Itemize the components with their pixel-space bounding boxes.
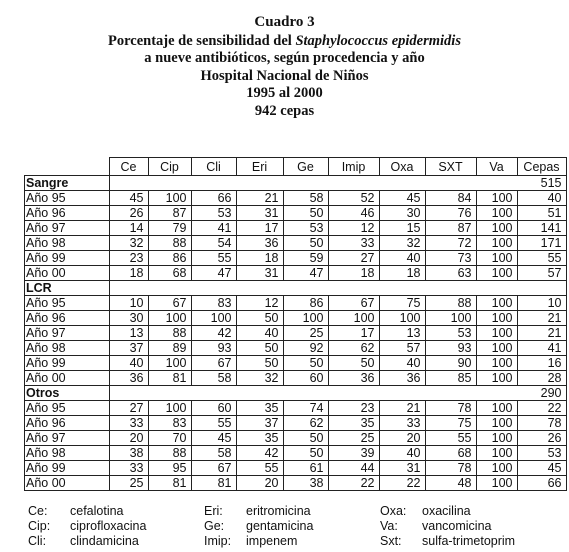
table-cell: 90 [425, 356, 476, 371]
table-cell: 100 [476, 401, 517, 416]
table-row [25, 401, 567, 416]
table-row [25, 191, 567, 206]
table-cell: 100 [425, 311, 476, 326]
legend-abbreviation: Imip: [204, 534, 232, 548]
table-cell: 25 [283, 326, 328, 341]
table-cell: 50 [283, 446, 328, 461]
table-cell: 44 [328, 461, 379, 476]
table-cell: 41 [191, 221, 236, 236]
table-cell: 13 [379, 326, 425, 341]
table-cell: 35 [236, 431, 283, 446]
table-cell: 45 [379, 191, 425, 206]
table-cell: 62 [283, 416, 328, 431]
table-cell: 35 [328, 416, 379, 431]
table-cell: 67 [148, 296, 191, 311]
table-cell: 40 [517, 191, 566, 206]
table-cell: 14 [109, 221, 148, 236]
table-cell: 45 [109, 191, 148, 206]
blank-cell [283, 386, 328, 401]
row-label: Año 99 [25, 356, 110, 371]
table-cell: 42 [191, 326, 236, 341]
blank-cell [476, 281, 517, 296]
title-line-5: 1995 al 2000 [246, 85, 323, 101]
column-header: Cli [191, 158, 236, 176]
table-cell: 48 [425, 476, 476, 491]
table-row [25, 371, 567, 386]
table-cell: 55 [236, 461, 283, 476]
table-cell: 10 [109, 296, 148, 311]
table-cell: 79 [148, 221, 191, 236]
table-row [25, 311, 567, 326]
table-cell: 100 [476, 416, 517, 431]
table-row [25, 251, 567, 266]
table-cell: 100 [379, 311, 425, 326]
table-cell: 38 [109, 446, 148, 461]
table-cell: 33 [328, 236, 379, 251]
table-cell: 45 [191, 431, 236, 446]
legend-abbreviation: Ge: [204, 519, 225, 533]
legend-abbreviation: Cli: [28, 534, 47, 548]
table-cell: 81 [148, 371, 191, 386]
table-cell: 54 [191, 236, 236, 251]
row-label: Año 00 [25, 266, 110, 281]
table-cell: 31 [236, 206, 283, 221]
table-cell: 60 [191, 401, 236, 416]
legend-abbreviation: Oxa: [380, 504, 407, 518]
table-cell: 10 [517, 296, 566, 311]
table-cell: 27 [109, 401, 148, 416]
table-cell: 31 [236, 266, 283, 281]
table-cell: 18 [328, 266, 379, 281]
table-cell: 40 [109, 356, 148, 371]
table-cell: 33 [109, 416, 148, 431]
column-header: Cip [148, 158, 191, 176]
legend-name: vancomicina [422, 519, 492, 533]
table-cell: 100 [148, 311, 191, 326]
table-cell: 100 [476, 461, 517, 476]
blank-cell [476, 386, 517, 401]
table-cell: 18 [109, 266, 148, 281]
blank-cell [328, 281, 379, 296]
table-cell: 61 [283, 461, 328, 476]
table-cell: 50 [236, 341, 283, 356]
table-row [25, 326, 567, 341]
blank-cell [191, 176, 236, 191]
column-header: SXT [425, 158, 476, 176]
table-cell: 53 [517, 446, 566, 461]
table-cell: 100 [476, 236, 517, 251]
table-cell: 59 [283, 251, 328, 266]
row-label: Año 95 [25, 296, 110, 311]
table-cell: 28 [517, 371, 566, 386]
table-cell: 100 [476, 251, 517, 266]
table-cell: 100 [476, 326, 517, 341]
header-corner [25, 158, 110, 176]
table-cell: 100 [476, 341, 517, 356]
section-row [25, 176, 567, 191]
table-cell: 18 [236, 251, 283, 266]
table-cell: 27 [328, 251, 379, 266]
title-organism: Staphylococcus epidermidis [295, 32, 461, 49]
blank-cell [379, 176, 425, 191]
blank-cell [476, 176, 517, 191]
table-row [25, 266, 567, 281]
table-cell: 15 [379, 221, 425, 236]
table-cell: 100 [476, 476, 517, 491]
table-cell: 84 [425, 191, 476, 206]
table-cell: 87 [148, 206, 191, 221]
table-cell: 67 [191, 356, 236, 371]
table-cell: 68 [425, 446, 476, 461]
table-row [25, 341, 567, 356]
table-cell: 57 [379, 341, 425, 356]
table-row [25, 446, 567, 461]
table-cell: 17 [328, 326, 379, 341]
table-cell: 33 [109, 461, 148, 476]
table-cell: 36 [379, 371, 425, 386]
table-cell: 50 [283, 356, 328, 371]
row-label: Año 00 [25, 476, 110, 491]
table-cell: 40 [379, 251, 425, 266]
table-cell: 53 [283, 221, 328, 236]
row-label: Año 99 [25, 461, 110, 476]
legend-name: cefalotina [70, 504, 124, 518]
legend-abbreviation: Cip: [28, 519, 51, 533]
table-row [25, 416, 567, 431]
table-cell: 22 [517, 401, 566, 416]
row-label: Año 96 [25, 311, 110, 326]
table-cell: 53 [425, 326, 476, 341]
sensitivity-table [24, 157, 567, 491]
title-line-6: 942 cepas [254, 102, 315, 119]
table-cell: 41 [517, 341, 566, 356]
row-label: Año 97 [25, 326, 110, 341]
table-cell: 38 [283, 476, 328, 491]
table-cell: 22 [379, 476, 425, 491]
table-cell: 32 [379, 236, 425, 251]
table-cell: 32 [109, 236, 148, 251]
table-cell: 23 [328, 401, 379, 416]
title-line-2 [0, 33, 569, 51]
table-row [25, 206, 567, 221]
table-cell: 100 [476, 296, 517, 311]
table-cell: 20 [109, 431, 148, 446]
table-cell: 16 [517, 356, 566, 371]
section-total: 290 [517, 386, 566, 401]
table-cell: 21 [517, 311, 566, 326]
column-header: Ge [283, 158, 328, 176]
table-cell: 75 [379, 296, 425, 311]
table-cell: 50 [236, 356, 283, 371]
table-cell: 60 [283, 371, 328, 386]
row-label: Año 95 [25, 401, 110, 416]
section-total [517, 281, 566, 296]
table-cell: 92 [283, 341, 328, 356]
table-cell: 39 [328, 446, 379, 461]
table-cell: 70 [148, 431, 191, 446]
table-row [25, 356, 567, 371]
legend-abbreviation: Va: [380, 519, 398, 533]
table-cell: 33 [379, 416, 425, 431]
legend-name: eritromicina [246, 504, 311, 518]
title-line-3: a nueve antibióticos, según procedencia y año [144, 50, 425, 66]
table-cell: 55 [425, 431, 476, 446]
table-cell: 13 [109, 326, 148, 341]
table-cell: 89 [148, 341, 191, 356]
column-header: Ce [109, 158, 148, 176]
section-total: 515 [517, 176, 566, 191]
title-line-1: Cuadro 3 [254, 14, 315, 30]
table-cell: 45 [517, 461, 566, 476]
table-cell: 55 [517, 251, 566, 266]
table-cell: 47 [283, 266, 328, 281]
table-cell: 58 [283, 191, 328, 206]
blank-cell [191, 281, 236, 296]
blank-cell [283, 281, 328, 296]
table-cell: 22 [328, 476, 379, 491]
table-cell: 100 [283, 311, 328, 326]
table-cell: 23 [109, 251, 148, 266]
table-cell: 68 [148, 266, 191, 281]
table-cell: 20 [236, 476, 283, 491]
table-cell: 93 [191, 341, 236, 356]
table-cell: 55 [191, 251, 236, 266]
table-cell: 100 [476, 206, 517, 221]
table-cell: 21 [236, 191, 283, 206]
blank-cell [148, 176, 191, 191]
column-header: Oxa [379, 158, 425, 176]
table-cell: 40 [236, 326, 283, 341]
table-cell: 21 [379, 401, 425, 416]
legend-name: sulfa-trimetoprim [422, 534, 516, 548]
table-cell: 100 [476, 266, 517, 281]
table-cell: 31 [379, 461, 425, 476]
row-label: Año 97 [25, 431, 110, 446]
table-cell: 12 [236, 296, 283, 311]
table-cell: 40 [379, 446, 425, 461]
table-row [25, 221, 567, 236]
section-label: LCR [25, 281, 110, 296]
table-cell: 25 [328, 431, 379, 446]
table-row [25, 296, 567, 311]
table-cell: 81 [191, 476, 236, 491]
title-line-4: Hospital Nacional de Niños [200, 67, 369, 84]
table-cell: 100 [476, 221, 517, 236]
row-label: Año 96 [25, 416, 110, 431]
row-label: Año 98 [25, 341, 110, 356]
table-cell: 76 [425, 206, 476, 221]
row-label: Año 98 [25, 236, 110, 251]
table-cell: 83 [148, 416, 191, 431]
table-cell: 51 [517, 206, 566, 221]
blank-cell [109, 281, 148, 296]
table-cell: 85 [425, 371, 476, 386]
table-cell: 36 [236, 236, 283, 251]
blank-cell [148, 281, 191, 296]
section-label: Sangre [25, 176, 110, 191]
legend-name: gentamicina [246, 519, 314, 533]
blank-cell [328, 386, 379, 401]
table-cell: 53 [191, 206, 236, 221]
header-row [25, 158, 567, 176]
table-cell: 50 [328, 356, 379, 371]
table-row [25, 461, 567, 476]
legend-name: ciprofloxacina [70, 519, 147, 533]
table-cell: 58 [191, 446, 236, 461]
legend-name: clindamicina [70, 534, 139, 548]
blank-cell [425, 176, 476, 191]
blank-cell [379, 281, 425, 296]
blank-cell [283, 176, 328, 191]
table-cell: 100 [476, 191, 517, 206]
table-cell: 32 [236, 371, 283, 386]
row-label: Año 97 [25, 221, 110, 236]
table-cell: 100 [476, 371, 517, 386]
table-cell: 66 [191, 191, 236, 206]
table-cell: 42 [236, 446, 283, 461]
table-cell: 35 [236, 401, 283, 416]
table-row [25, 236, 567, 251]
table-cell: 67 [328, 296, 379, 311]
table-cell: 171 [517, 236, 566, 251]
blank-cell [425, 281, 476, 296]
table-cell: 73 [425, 251, 476, 266]
abbreviation-legend [28, 504, 558, 549]
table-cell: 74 [283, 401, 328, 416]
table-cell: 66 [517, 476, 566, 491]
table-cell: 75 [425, 416, 476, 431]
table-cell: 57 [517, 266, 566, 281]
blank-cell [191, 386, 236, 401]
table-cell: 37 [236, 416, 283, 431]
table-cell: 62 [328, 341, 379, 356]
blank-cell [148, 386, 191, 401]
table-row [25, 476, 567, 491]
table-cell: 100 [148, 401, 191, 416]
table-cell: 40 [379, 356, 425, 371]
legend-row [28, 504, 558, 519]
table-cell: 20 [379, 431, 425, 446]
row-label: Año 98 [25, 446, 110, 461]
table-cell: 88 [425, 296, 476, 311]
legend-abbreviation: Sxt: [380, 534, 402, 548]
legend-name: oxacilina [422, 504, 471, 518]
table-cell: 50 [283, 431, 328, 446]
table-cell: 93 [425, 341, 476, 356]
table-cell: 26 [109, 206, 148, 221]
table-cell: 88 [148, 236, 191, 251]
table-cell: 36 [109, 371, 148, 386]
table-cell: 86 [148, 251, 191, 266]
table-cell: 88 [148, 326, 191, 341]
table-cell: 63 [425, 266, 476, 281]
table-cell: 17 [236, 221, 283, 236]
table-cell: 83 [191, 296, 236, 311]
table-cell: 30 [379, 206, 425, 221]
legend-name: impenem [246, 534, 298, 548]
table-cell: 25 [109, 476, 148, 491]
table-cell: 81 [148, 476, 191, 491]
table-cell: 46 [328, 206, 379, 221]
column-header: Va [476, 158, 517, 176]
section-row [25, 281, 567, 296]
table-cell: 50 [283, 236, 328, 251]
table-cell: 100 [328, 311, 379, 326]
table-cell: 30 [109, 311, 148, 326]
table-cell: 55 [191, 416, 236, 431]
blank-cell [425, 386, 476, 401]
row-label: Año 00 [25, 371, 110, 386]
table-cell: 100 [191, 311, 236, 326]
table-cell: 87 [425, 221, 476, 236]
table-cell: 78 [425, 461, 476, 476]
row-label: Año 99 [25, 251, 110, 266]
table-cell: 100 [476, 311, 517, 326]
table-cell: 18 [379, 266, 425, 281]
table-cell: 50 [236, 311, 283, 326]
table-cell: 78 [517, 416, 566, 431]
section-row [25, 386, 567, 401]
column-header: Cepas [517, 158, 566, 176]
table-cell: 52 [328, 191, 379, 206]
table-cell: 141 [517, 221, 566, 236]
column-header: Imip [328, 158, 379, 176]
blank-cell [379, 386, 425, 401]
table-cell: 21 [517, 326, 566, 341]
legend-row [28, 519, 558, 534]
column-header: Eri [236, 158, 283, 176]
table-cell: 36 [328, 371, 379, 386]
blank-cell [236, 176, 283, 191]
legend-row [28, 534, 558, 549]
row-label: Año 96 [25, 206, 110, 221]
table-title [0, 14, 569, 120]
blank-cell [236, 281, 283, 296]
blank-cell [109, 386, 148, 401]
blank-cell [328, 176, 379, 191]
table-cell: 100 [476, 446, 517, 461]
table-cell: 100 [148, 356, 191, 371]
table-cell: 100 [148, 191, 191, 206]
table-cell: 67 [191, 461, 236, 476]
section-label: Otros [25, 386, 110, 401]
blank-cell [109, 176, 148, 191]
table-cell: 72 [425, 236, 476, 251]
table-cell: 37 [109, 341, 148, 356]
legend-abbreviation: Eri: [204, 504, 223, 518]
table-cell: 12 [328, 221, 379, 236]
table-cell: 58 [191, 371, 236, 386]
table-cell: 26 [517, 431, 566, 446]
table-row [25, 431, 567, 446]
table-cell: 95 [148, 461, 191, 476]
table-cell: 86 [283, 296, 328, 311]
blank-cell [236, 386, 283, 401]
table-cell: 100 [476, 431, 517, 446]
legend-abbreviation: Ce: [28, 504, 48, 518]
table-cell: 100 [476, 356, 517, 371]
table-cell: 47 [191, 266, 236, 281]
row-label: Año 95 [25, 191, 110, 206]
table-cell: 88 [148, 446, 191, 461]
title-line-2-text: Porcentaje de sensibilidad del [108, 32, 296, 49]
table-cell: 78 [425, 401, 476, 416]
table-cell: 50 [283, 206, 328, 221]
